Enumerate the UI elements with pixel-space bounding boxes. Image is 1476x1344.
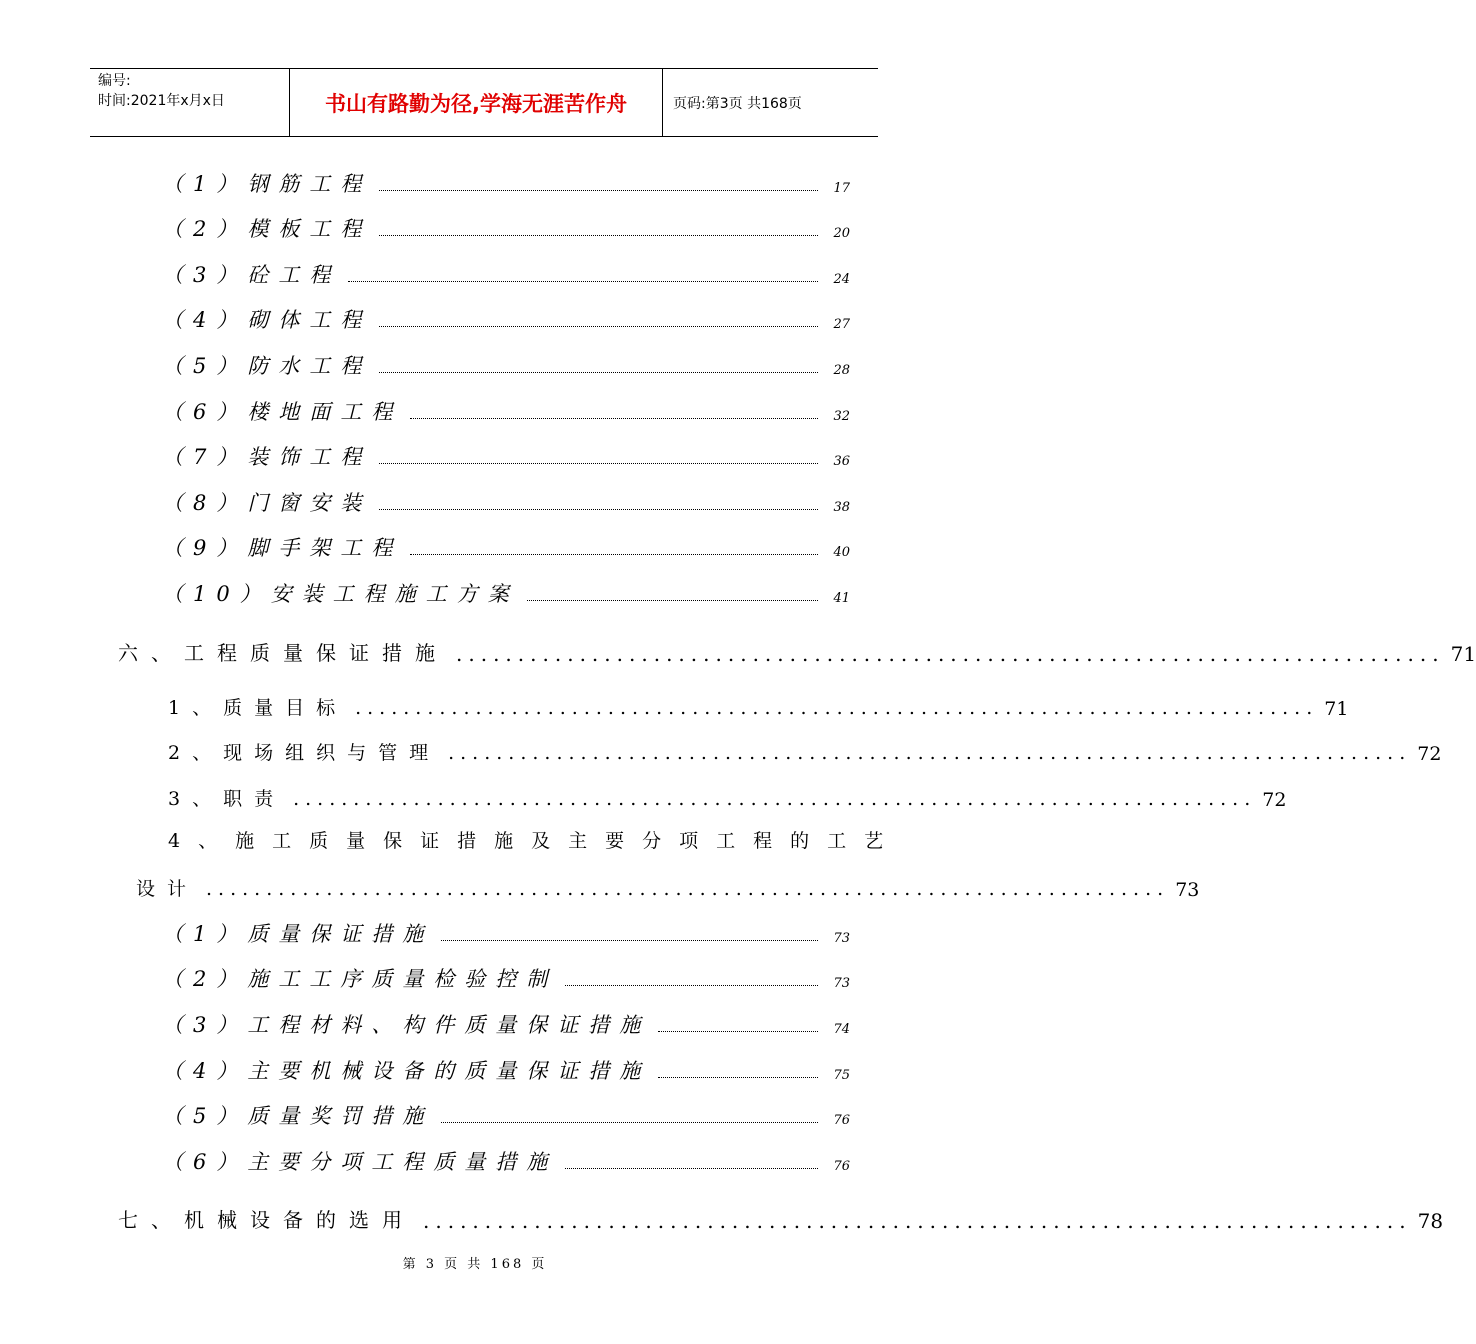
toc-entry-title: （8）门窗安装 <box>162 491 372 515</box>
toc-entry-page: 76 <box>833 1159 850 1174</box>
toc-subsection-page: 71 <box>1324 698 1349 720</box>
toc-entry[interactable] <box>162 578 850 608</box>
toc-entry-title: （1）质量保证措施 <box>162 922 434 946</box>
toc-entry-title: （6）楼地面工程 <box>162 400 403 424</box>
toc-subsection-page: 73 <box>1175 879 1200 901</box>
time-label: 时间:2021年x月x日 <box>98 93 225 109</box>
toc-entry[interactable] <box>162 1009 850 1039</box>
toc-subsection[interactable]: 设计 ................................................................................ 73 <box>136 869 844 901</box>
toc-entry-title: （2）施工工序质量检验控制 <box>162 967 558 991</box>
toc-entry-page: 38 <box>833 500 850 515</box>
number-label: 编号: <box>98 73 131 89</box>
toc-subsection-title: 1、质量目标 <box>168 697 348 719</box>
page-footer: 第 3 页 共 168 页 <box>402 1257 548 1272</box>
toc-entry-page: 74 <box>833 1022 850 1037</box>
toc-entry-page: 24 <box>833 272 850 287</box>
toc-entry-page: 73 <box>833 976 850 991</box>
toc-entry-title: （5）防水工程 <box>162 354 372 378</box>
header-page-info: 页码:第3页 共168页 <box>673 95 802 112</box>
toc-entry-title: （3）工程材料、构件质量保证措施 <box>162 1013 651 1037</box>
toc-entry-page: 32 <box>833 409 850 424</box>
toc-entry-page: 27 <box>833 317 850 332</box>
toc-entry[interactable] <box>162 1146 850 1176</box>
toc-subsection-title: 2、现场组织与管理 <box>168 742 441 764</box>
toc-section-title: 七、机械设备的选用 <box>118 1208 415 1232</box>
toc-entry[interactable] <box>162 487 850 517</box>
toc-entry-title: （1）钢筋工程 <box>162 172 372 196</box>
toc-entry[interactable] <box>162 213 850 243</box>
toc-entry-page: 41 <box>833 591 850 606</box>
toc-entry-page: 36 <box>833 454 850 469</box>
toc-section-page: 71 <box>1450 642 1476 666</box>
toc-section-page: 78 <box>1417 1209 1444 1233</box>
toc-entry[interactable] <box>162 1055 850 1085</box>
toc-section-title: 六、工程质量保证措施 <box>118 641 448 665</box>
toc-entry-title: （6）主要分项工程质量措施 <box>162 1150 558 1174</box>
toc-entry[interactable] <box>162 304 850 334</box>
toc-entry-page: 76 <box>833 1113 850 1128</box>
toc-entry[interactable] <box>162 168 850 198</box>
toc-entry[interactable] <box>162 259 850 289</box>
toc-entry-title: （2）模板工程 <box>162 217 372 241</box>
page-header <box>90 68 878 137</box>
toc-entry[interactable] <box>162 1100 850 1130</box>
toc-entry[interactable] <box>162 441 850 471</box>
toc-entry-page: 20 <box>833 226 850 241</box>
toc-subsection-title: 设计 <box>136 878 199 900</box>
toc-entry-title: （5）质量奖罚措施 <box>162 1104 434 1128</box>
toc-entry-title: （7）装饰工程 <box>162 445 372 469</box>
toc-entry-title: （4）主要机械设备的质量保证措施 <box>162 1059 651 1083</box>
toc-entry-title: （3）砼工程 <box>162 263 341 287</box>
toc-section-6[interactable]: 六、工程质量保证措施 ................................................................................ 71 <box>118 632 844 666</box>
toc-entry-page: 17 <box>833 181 850 196</box>
toc-subsection[interactable]: 1、质量目标 ................................................................................ 71 <box>168 688 844 720</box>
toc-entry-page: 28 <box>833 363 850 378</box>
toc-entry[interactable] <box>162 350 850 380</box>
toc-entry[interactable] <box>162 396 850 426</box>
toc-entry-title: （9）脚手架工程 <box>162 536 403 560</box>
toc-subsection-title: 3、职责 <box>168 788 286 810</box>
toc-section-7[interactable]: 七、机械设备的选用 ................................................................................ 78 <box>118 1199 844 1233</box>
toc-subsection[interactable]: 3、职责 ................................................................................ 72 <box>168 779 844 811</box>
toc-entry-title: （10）安装工程施工方案 <box>162 582 519 606</box>
toc-entry[interactable] <box>162 918 850 948</box>
toc-entry[interactable] <box>162 963 850 993</box>
toc-subsection-title-wrapped[interactable]: 4、施工质量保证措施及主要分项工程的工艺 <box>168 830 902 852</box>
toc-entry-page: 73 <box>833 931 850 946</box>
toc-subsection-page: 72 <box>1417 743 1442 765</box>
header-meta <box>90 69 290 136</box>
toc-entry-page: 40 <box>833 545 850 560</box>
toc-entry[interactable] <box>162 532 850 562</box>
toc-entry-page: 75 <box>833 1068 850 1083</box>
header-motto: 书山有路勤为径,学海无涯苦作舟 <box>290 69 663 136</box>
toc-entry-title: （4）砌体工程 <box>162 308 372 332</box>
toc-subsection[interactable]: 2、现场组织与管理 ................................................................................ 72 <box>168 733 844 765</box>
toc-subsection-page: 72 <box>1262 789 1287 811</box>
